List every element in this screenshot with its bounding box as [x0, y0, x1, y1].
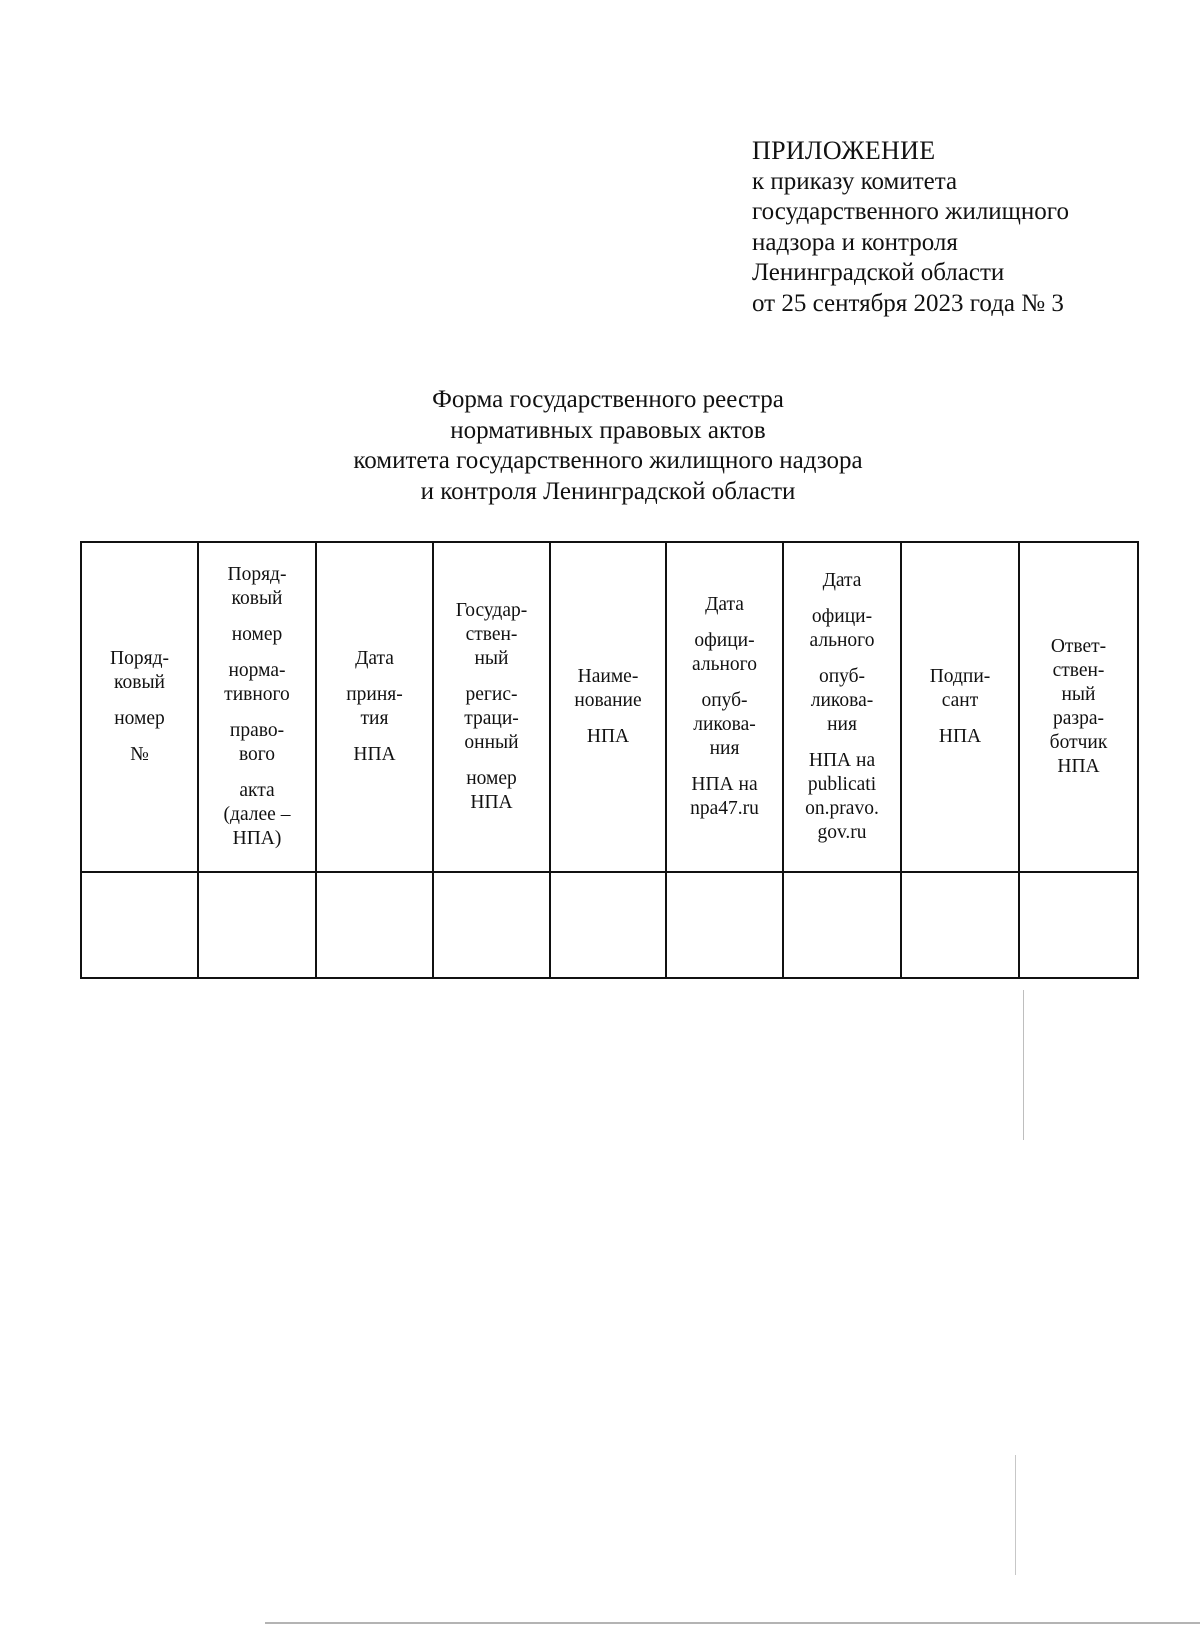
header-line: сант — [941, 690, 979, 711]
column-header-npa-name — [550, 542, 666, 872]
appendix-line: Ленинградской области — [752, 259, 1005, 286]
header-line: Наиме- — [577, 666, 639, 687]
header-line: (далее – — [223, 804, 291, 825]
header-line: разра- — [1052, 708, 1104, 729]
column-header-serial-number — [81, 542, 198, 872]
header-line: ального — [692, 654, 757, 675]
header-line: номер — [114, 708, 165, 729]
column-header-state-registration-number — [433, 542, 550, 872]
header-line: Ответ- — [1050, 636, 1107, 657]
header-line: офици- — [694, 630, 755, 651]
appendix-order-date: от 25 сентября 2023 года № 3 — [752, 289, 1064, 317]
header-line: тивного — [224, 684, 290, 705]
header-line: номер — [231, 624, 283, 645]
table-cell-empty — [550, 872, 666, 978]
table-cell-empty — [666, 872, 783, 978]
column-header-publication-date-pravo — [783, 542, 901, 872]
table-header-row — [81, 542, 1138, 872]
column-header-responsible-developer — [1019, 542, 1138, 872]
header-line: НПА — [586, 726, 630, 747]
header-line: ликова- — [693, 714, 756, 735]
scan-artifact — [265, 1622, 1200, 1624]
header-line: номер — [466, 768, 517, 789]
header-line: НПА — [938, 726, 982, 747]
header-line: ния — [827, 714, 857, 735]
scan-artifact — [1015, 1455, 1016, 1575]
header-line: Подпи- — [929, 666, 991, 687]
header-line: Дата — [355, 648, 394, 669]
header-line: траци- — [464, 708, 519, 729]
table-cell-empty — [783, 872, 901, 978]
header-line: норма- — [228, 660, 286, 681]
header-line: ный — [1061, 684, 1096, 705]
form-title-line: и контроля Ленинградской области — [420, 477, 796, 505]
appendix-line: государственного жилищного — [752, 198, 1069, 225]
header-line: ального — [809, 630, 875, 651]
header-line: НПА — [470, 792, 513, 813]
header-line: НПА — [1057, 756, 1100, 777]
header-line: ковый — [231, 588, 283, 609]
header-line: publicati — [807, 774, 877, 795]
column-header-npa-serial-number — [198, 542, 316, 872]
table-cell-empty — [1019, 872, 1138, 978]
registry-table — [80, 541, 1139, 979]
column-header-signatory — [901, 542, 1019, 872]
table-row — [81, 872, 1138, 978]
table-cell-empty — [81, 872, 198, 978]
table-cell-empty — [316, 872, 433, 978]
appendix-line: к приказу комитета — [752, 167, 958, 195]
header-line: право- — [229, 720, 285, 741]
appendix-header — [752, 136, 1069, 319]
header-line: ствен- — [1052, 660, 1105, 681]
header-line: on.pravo. — [805, 798, 879, 819]
header-line: опуб- — [701, 690, 748, 711]
header-line: Дата — [822, 570, 862, 591]
header-line: НПА на — [808, 750, 876, 771]
header-line: вого — [238, 744, 276, 765]
column-header-publication-date-npa47 — [666, 542, 783, 872]
header-line: офици- — [811, 606, 873, 627]
form-title-line: нормативных правовых актов — [450, 416, 766, 444]
header-line: Дата — [705, 594, 744, 615]
appendix-line: надзора и контроля — [752, 228, 958, 256]
header-line: Государ- — [455, 600, 528, 621]
table-cell-empty — [198, 872, 316, 978]
header-line: онный — [464, 732, 519, 753]
header-line: ликова- — [810, 690, 874, 711]
header-line: НПА) — [232, 828, 282, 849]
header-line: Поряд- — [227, 564, 287, 585]
header-line: npa47.ru — [690, 798, 759, 819]
table-cell-empty — [901, 872, 1019, 978]
header-line: ствен- — [465, 624, 518, 645]
header-line: ботчик — [1049, 732, 1108, 753]
table-cell-empty — [433, 872, 550, 978]
header-line: опуб- — [818, 666, 866, 687]
header-line: ный — [474, 648, 509, 669]
header-line: нование — [574, 690, 642, 711]
header-line: Поряд- — [110, 648, 169, 669]
header-line: № — [130, 744, 149, 765]
header-line: gov.ru — [817, 822, 867, 843]
header-line: регис- — [465, 684, 518, 705]
scan-artifact — [1023, 990, 1024, 1140]
appendix-title: ПРИЛОЖЕНИЕ — [752, 136, 936, 165]
header-line: приня- — [346, 684, 403, 705]
header-line: ковый — [114, 672, 165, 693]
form-title — [0, 385, 1200, 507]
header-line: акта — [239, 780, 275, 801]
header-line: НПА — [353, 744, 396, 765]
column-header-adoption-date — [316, 542, 433, 872]
header-line: тия — [360, 708, 389, 729]
header-line: НПА на — [691, 774, 758, 795]
header-line: ния — [709, 738, 740, 759]
form-title-line: Форма государственного реестра — [432, 386, 784, 413]
form-title-line: комитета государственного жилищного надзора — [353, 447, 863, 474]
